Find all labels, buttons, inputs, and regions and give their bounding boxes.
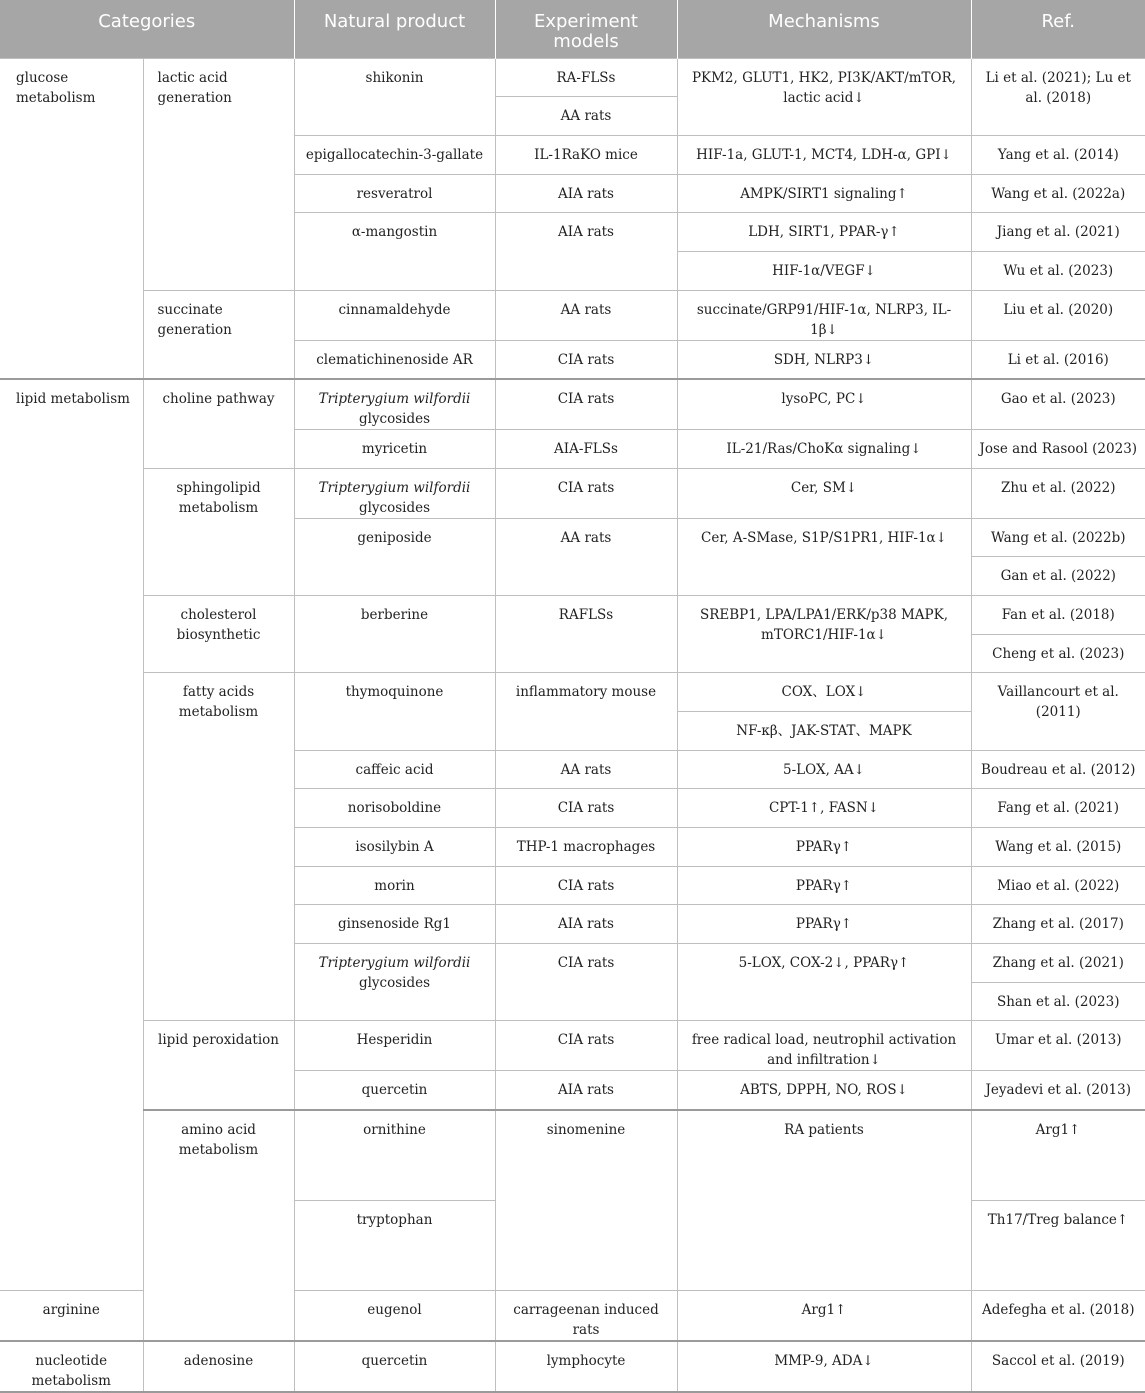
ref-cell: Shan et al. (2023): [971, 982, 1145, 1021]
table-row: [0, 290, 1145, 340]
product-cell: norisoboldine: [294, 789, 495, 828]
mechanism-cell: PPARγ↑: [677, 905, 971, 944]
ref-cell: Wang et al. (2022b): [971, 518, 1145, 557]
mechanism-cell: PKM2, GLUT1, HK2, PI3K/AKT/mTOR, lactic acid↓: [677, 58, 971, 135]
ref-cell: Vaillancourt et al. (2011): [971, 673, 1145, 750]
header-row: [0, 0, 1145, 58]
mechanism-cell: MMP-9, ADA↓: [677, 1341, 971, 1392]
category-cell: nucleotide metabolism: [0, 1341, 143, 1392]
model-cell: RAFLSs: [495, 595, 677, 672]
product-rest: glycosides: [358, 410, 431, 427]
ref-cell: Zhang et al. (2017): [971, 905, 1145, 944]
model-cell: IL-1RaKO mice: [495, 135, 677, 174]
product-cell: cinnamaldehyde: [294, 290, 495, 340]
ref-cell: Zhang et al. (2021): [971, 944, 1145, 983]
model-cell: RA patients: [677, 1110, 971, 1291]
table-row: [0, 673, 1145, 712]
model-cell: CIA rats: [495, 468, 677, 518]
product-cell: myricetin: [294, 429, 495, 468]
model-cell: lymphocyte: [495, 1341, 677, 1392]
ref-cell: Fan et al. (2018): [971, 595, 1145, 634]
ref-cell: Wang et al. (2022a): [971, 174, 1145, 213]
mechanism-cell: Th17/Treg balance↑: [971, 1200, 1145, 1290]
subcategory-cell: adenosine: [143, 1341, 294, 1392]
mechanism-cell: Cer, SM↓: [677, 468, 971, 518]
model-cell: AIA rats: [495, 905, 677, 944]
ref-cell: Miao et al. (2022): [971, 866, 1145, 905]
model-cell: AIA rats: [495, 174, 677, 213]
mechanism-cell: HIF-1α/VEGF↓: [677, 251, 971, 290]
product-cell: ginsenoside Rg1: [294, 905, 495, 944]
product-cell: sinomenine: [495, 1110, 677, 1291]
subcategory-cell: succinate generation: [143, 290, 294, 379]
subcategory-cell: tryptophan: [294, 1200, 495, 1290]
subcategory-cell: cholesterol biosynthetic: [143, 595, 294, 672]
product-cell: geniposide: [294, 518, 495, 595]
mechanism-cell: SDH, NLRP3↓: [677, 340, 971, 379]
table-row: [0, 379, 1145, 430]
product-rest: glycosides: [358, 499, 431, 516]
ref-cell: Cheng et al. (2023): [971, 634, 1145, 673]
mechanism-cell: COX、LOX↓: [677, 673, 971, 712]
product-rest: glycosides: [358, 975, 431, 992]
ref-cell: Zhu et al. (2022): [971, 468, 1145, 518]
mechanism-cell: SREBP1, LPA/LPA1/ERK/p38 MAPK, mTORC1/HIF-1α↓: [677, 595, 971, 672]
product-cell: Hesperidin: [294, 1021, 495, 1071]
mechanism-cell: 5-LOX, AA↓: [677, 750, 971, 789]
product-cell: epigallocatechin-3-gallate: [294, 135, 495, 174]
product-cell: berberine: [294, 595, 495, 672]
mechanism-cell: lysoPC, PC↓: [677, 379, 971, 430]
model-cell: CIA rats: [495, 866, 677, 905]
header-experiment-models: Experiment models: [495, 0, 677, 58]
product-italic: Tripterygium wilfordii: [318, 479, 471, 496]
ref-cell: Adefegha et al. (2018): [971, 1290, 1145, 1341]
product-cell: shikonin: [294, 58, 495, 135]
product-cell: eugenol: [294, 1290, 495, 1341]
ref-cell: Wang et al. (2015): [971, 828, 1145, 867]
mechanism-cell: free radical load, neutrophil activation and infiltration↓: [677, 1021, 971, 1071]
mechanism-cell: Cer, A-SMase, S1P/S1PR1, HIF-1α↓: [677, 518, 971, 595]
model-cell: AA rats: [495, 97, 677, 136]
table-row: [0, 58, 1145, 97]
table-row: [0, 468, 1145, 518]
mechanism-cell: ABTS, DPPH, NO, ROS↓: [677, 1071, 971, 1110]
mechanism-cell: CPT-1↑, FASN↓: [677, 789, 971, 828]
subcategory-cell: arginine: [0, 1290, 143, 1341]
model-cell: AIA rats: [495, 1071, 677, 1110]
model-cell: AA rats: [495, 750, 677, 789]
ref-cell: Jeyadevi et al. (2013): [971, 1071, 1145, 1110]
mechanism-cell: PPARγ↑: [677, 866, 971, 905]
header-mechanisms: Mechanisms: [677, 0, 971, 58]
model-cell: inflammatory mouse: [495, 673, 677, 750]
model-cell: AA rats: [495, 290, 677, 340]
category-cell: amino acid metabolism: [143, 1110, 294, 1341]
header-ref: Ref.: [971, 0, 1145, 58]
header-natural-product: Natural product: [294, 0, 495, 58]
ref-cell: Liu et al. (2020): [971, 290, 1145, 340]
product-cell: quercetin: [294, 1071, 495, 1110]
ref-cell: Gan et al. (2022): [971, 557, 1145, 596]
product-cell: clematichinenoside AR: [294, 340, 495, 379]
ref-cell: Fang et al. (2021): [971, 789, 1145, 828]
subcategory-cell: lactic acid generation: [143, 58, 294, 290]
product-cell: α-mangostin: [294, 213, 495, 290]
mechanism-cell: AMPK/SIRT1 signaling↑: [677, 174, 971, 213]
ref-cell: Gao et al. (2023): [971, 379, 1145, 430]
ref-cell: Saccol et al. (2019): [971, 1341, 1145, 1392]
subcategory-cell: choline pathway: [143, 379, 294, 468]
product-cell: caffeic acid: [294, 750, 495, 789]
mechanism-cell: Arg1↑: [677, 1290, 971, 1341]
model-cell: CIA rats: [495, 789, 677, 828]
mechanism-cell: succinate/GRP91/HIF-1α, NLRP3, IL-1β↓: [677, 290, 971, 340]
model-cell: AA rats: [495, 518, 677, 595]
mechanism-cell: LDH, SIRT1, PPAR-γ↑: [677, 213, 971, 252]
table-row: [0, 1341, 1145, 1392]
ref-cell: Jose and Rasool (2023): [971, 429, 1145, 468]
mechanism-cell: IL-21/Ras/ChoKα signaling↓: [677, 429, 971, 468]
table-row: [0, 595, 1145, 634]
model-cell: CIA rats: [495, 340, 677, 379]
model-cell: THP-1 macrophages: [495, 828, 677, 867]
product-cell: quercetin: [294, 1341, 495, 1392]
ref-cell: Umar et al. (2013): [971, 1021, 1145, 1071]
model-cell: AIA rats: [495, 213, 677, 290]
table-row: [0, 1110, 1145, 1201]
model-cell: carrageenan induced rats: [495, 1290, 677, 1341]
subcategory-cell: ornithine: [294, 1110, 495, 1201]
ref-cell: Li et al. (2021); Lu et al. (2018): [971, 58, 1145, 135]
ref-cell: Yang et al. (2014): [971, 135, 1145, 174]
product-cell: [294, 379, 495, 430]
category-cell: lipid metabolism: [0, 379, 143, 1290]
ref-cell: Jiang et al. (2021): [971, 213, 1145, 252]
table-row: [0, 1021, 1145, 1071]
mechanism-cell: Arg1↑: [971, 1110, 1145, 1201]
product-cell: [294, 468, 495, 518]
model-cell: CIA rats: [495, 944, 677, 1021]
subcategory-cell: sphingolipid metabolism: [143, 468, 294, 595]
ref-cell: Boudreau et al. (2012): [971, 750, 1145, 789]
ref-cell: Li et al. (2016): [971, 340, 1145, 379]
product-cell: resveratrol: [294, 174, 495, 213]
model-cell: AIA-FLSs: [495, 429, 677, 468]
model-cell: RA-FLSs: [495, 58, 677, 97]
ref-cell: Wu et al. (2023): [971, 251, 1145, 290]
category-cell: glucose metabolism: [0, 58, 143, 379]
model-cell: CIA rats: [495, 379, 677, 430]
subcategory-cell: fatty acids metabolism: [143, 673, 294, 1021]
header-categories: Categories: [0, 0, 294, 58]
mechanism-cell: 5-LOX, COX-2↓, PPARγ↑: [677, 944, 971, 1021]
product-cell: isosilybin A: [294, 828, 495, 867]
product-italic: Tripterygium wilfordii: [318, 955, 471, 972]
mechanism-cell: HIF-1a, GLUT-1, MCT4, LDH-α, GPI↓: [677, 135, 971, 174]
product-cell: [294, 944, 495, 1021]
mechanism-cell: PPARγ↑: [677, 828, 971, 867]
mechanism-cell: NF-κβ、JAK-STAT、MAPK: [677, 711, 971, 750]
product-italic: Tripterygium wilfordii: [318, 390, 471, 407]
product-cell: thymoquinone: [294, 673, 495, 750]
product-cell: morin: [294, 866, 495, 905]
subcategory-cell: lipid peroxidation: [143, 1021, 294, 1110]
model-cell: CIA rats: [495, 1021, 677, 1071]
